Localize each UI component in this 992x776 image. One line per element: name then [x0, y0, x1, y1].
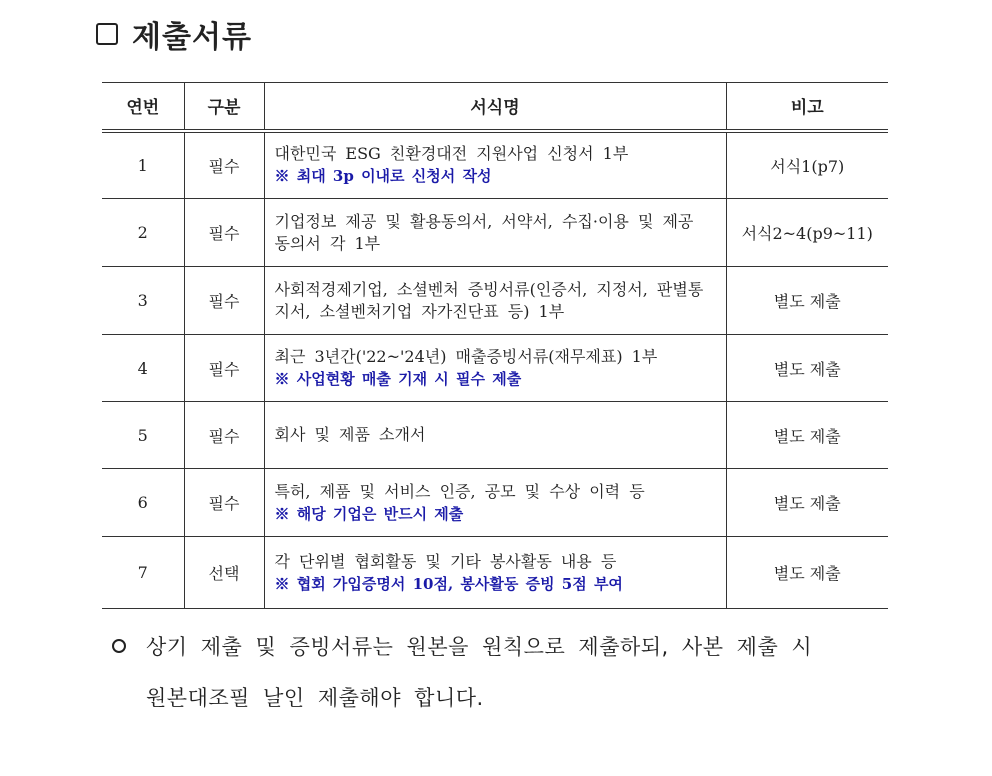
header-type: 구분 — [184, 83, 264, 131]
row-desc-cell — [264, 537, 726, 609]
section-title: 제출서류 — [132, 20, 252, 55]
row-desc-cell — [264, 402, 726, 469]
row-note: ※ 사업현황 매출 기재 시 필수 제출 — [274, 370, 522, 388]
footer-text-2: 원본대조필 날인 제출해야 합니다. — [146, 686, 484, 710]
row-no: 2 — [102, 199, 184, 267]
footer-line-1 — [110, 626, 910, 666]
row-no: 6 — [102, 469, 184, 537]
row-no: 4 — [102, 335, 184, 402]
row-remark: 별도 제출 — [726, 469, 888, 537]
row-desc: 최근 3년간('22~'24년) 매출증빙서류(재무제표) 1부 — [274, 347, 658, 366]
row-note: ※ 해당 기업은 반드시 제출 — [274, 504, 464, 523]
row-type: 필수 — [184, 131, 264, 199]
row-desc-cell — [264, 335, 726, 402]
row-no: 5 — [102, 402, 184, 469]
row-desc: 특허, 제품 및 서비스 인증, 공모 및 수상 이력 등 — [274, 481, 645, 501]
row-type: 선택 — [184, 537, 264, 609]
row-remark: 별도 제출 — [726, 402, 888, 469]
row-desc-cell — [264, 469, 726, 537]
documents-table — [102, 82, 888, 609]
footer-text-1: 상기 제출 및 증빙서류는 원본을 원칙으로 제출하되, 사본 제출 시 — [146, 635, 813, 659]
row-remark: 별도 제출 — [726, 537, 888, 609]
row-desc-cell — [264, 131, 726, 199]
header-no: 연번 — [102, 83, 184, 131]
footer-line-2 — [110, 678, 910, 718]
table-header-row — [102, 83, 888, 131]
checkbox-icon — [96, 23, 118, 45]
row-type: 필수 — [184, 267, 264, 335]
row-remark: 서식2~4(p9~11) — [726, 199, 888, 267]
table-row — [102, 267, 888, 335]
header-remark: 비고 — [726, 83, 888, 131]
row-desc: 각 단위별 협회활동 및 기타 봉사활동 내용 등 — [274, 551, 617, 571]
row-remark: 서식1(p7) — [726, 131, 888, 199]
table-row — [102, 131, 888, 199]
row-desc: 대한민국 ESG 친환경대전 지원사업 신청서 1부 — [274, 144, 629, 164]
row-no: 1 — [102, 131, 184, 199]
row-desc: 회사 및 제품 소개서 — [274, 425, 426, 444]
table-row — [102, 402, 888, 469]
row-no: 3 — [102, 267, 184, 335]
table-row — [102, 469, 888, 537]
row-no: 7 — [102, 537, 184, 609]
table-row — [102, 537, 888, 609]
row-desc-cell — [264, 199, 726, 267]
section-heading — [96, 14, 252, 54]
row-note: ※ 최대 3p 이내로 신청서 작성 — [274, 167, 492, 186]
table-row — [102, 199, 888, 267]
table-row — [102, 335, 888, 402]
row-type: 필수 — [184, 469, 264, 537]
row-desc: 사회적경제기업, 소셜벤처 증빙서류(인증서, 지정서, 판별통지서, 소셜벤처기업 자가진단표 등) 1부 — [274, 279, 704, 321]
row-desc-cell — [264, 267, 726, 335]
row-remark: 별도 제출 — [726, 267, 888, 335]
footer-note — [110, 626, 910, 718]
row-note: ※ 협회 가입증명서 10점, 봉사활동 증빙 5점 부여 — [274, 574, 623, 593]
row-type: 필수 — [184, 402, 264, 469]
header-form-name: 서식명 — [264, 83, 726, 131]
row-type: 필수 — [184, 199, 264, 267]
row-desc: 기업정보 제공 및 활용동의서, 서약서, 수집·이용 및 제공 동의서 각 1부 — [274, 211, 694, 253]
row-type: 필수 — [184, 335, 264, 402]
row-remark: 별도 제출 — [726, 335, 888, 402]
circle-bullet-icon — [112, 639, 126, 653]
